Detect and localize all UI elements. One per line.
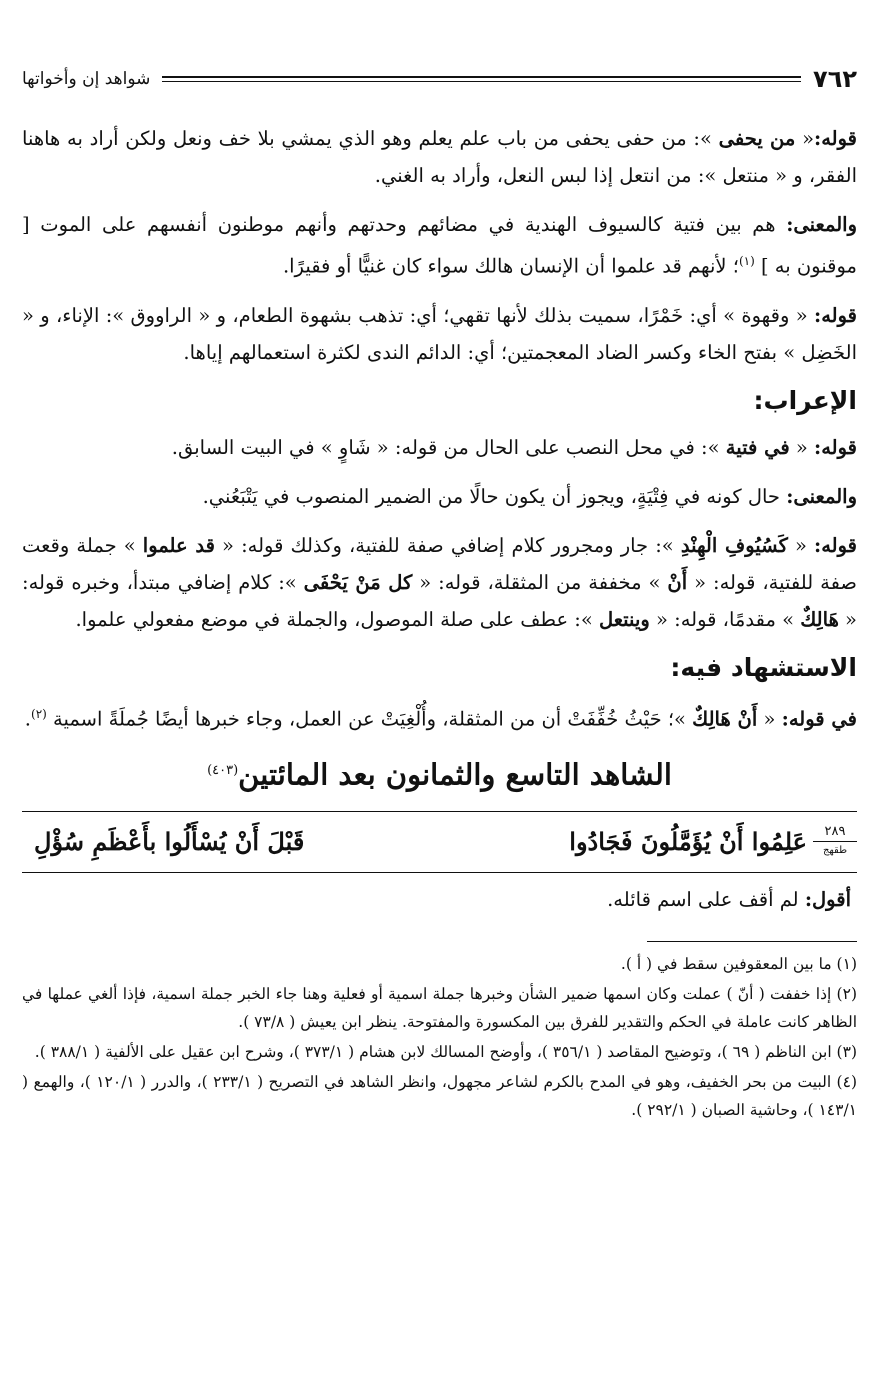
paragraph	[22, 696, 857, 738]
paragraph-text: »: كلام إضافي مبتدأ، وخبره قوله: «	[22, 570, 857, 631]
paragraph	[22, 527, 857, 638]
aqwal-key: أقول:	[804, 887, 851, 911]
irab-section	[22, 429, 857, 638]
quoted-term: وينتعل	[599, 607, 650, 631]
page-number: ٧٦٢	[813, 65, 857, 93]
verse-number-block	[813, 825, 857, 858]
istishhad-heading: الاستشهاد فيه:	[670, 652, 857, 682]
paragraph-text: » جملة وقعت صفة للفتية، قوله: «	[22, 533, 857, 594]
paragraph-text: .	[24, 707, 31, 730]
istishhad-section	[22, 696, 857, 738]
paragraph-key: قوله:	[814, 435, 857, 459]
second-hemistich: قَبْلَ أَنْ يُسْأَلُوا بأَعْظَمِ سُؤْلِ	[34, 827, 305, 857]
paragraph	[22, 429, 857, 466]
footnote: (٤) البيت من بحر الخفيف، وهو في المدح بالكرم لشاعر مجهول، وانظر الشاهد في التصريح ( ٢٣٣/١ )، والدرر ( ١٢٠/١ )، والهمع ( ١٤٣/١ )، وحاشية الصبان ( ٢٩٢/١ ).	[22, 1072, 857, 1119]
paragraph	[22, 297, 857, 371]
quoted-term: في فتية	[725, 435, 790, 459]
footnote-ref: (٢)	[31, 706, 47, 721]
paragraph-key: والمعنى:	[786, 484, 857, 508]
paragraph-text: ؛ لأنهم قد علموا أن الإنسان هالك سواء كان غنيًّا أو فقيرًا.	[282, 254, 739, 278]
paragraph	[22, 120, 857, 194]
paragraph-text: «	[787, 533, 815, 557]
paragraph	[22, 478, 857, 515]
paragraph-key: في قوله:	[781, 707, 857, 730]
footnote: (١) ما بين المعقوفين سقط في ( أ ).	[620, 954, 857, 973]
paragraph-text: «	[789, 435, 814, 459]
quoted-term: هَالِكٌ	[800, 607, 839, 631]
paragraph-text: » مخففة من المثقلة، قوله: «	[412, 570, 668, 594]
paragraph	[22, 206, 857, 285]
paragraph-key: والمعنى:	[786, 213, 857, 236]
running-head	[22, 62, 857, 96]
paragraph-text: » مقدمًا، قوله: «	[649, 607, 801, 631]
footnote: (٣) ابن الناظم ( ٦٩ )، وتوضيح المقاصد ( ٣٥٦/١ )، وأوضح المسالك لابن هشام ( ٣٧٣/١ )، وشرح ابن عقيل على الألفية ( ٣٨٨/١ ).	[34, 1042, 857, 1061]
footnote-ref: (١)	[738, 254, 755, 268]
quoted-term: كل مَنْ يَحْفَى	[303, 570, 413, 594]
quoted-term: من يحفى	[718, 127, 796, 150]
quoted-term: كَسُيُوفِ الْهِنْدِ	[680, 533, 788, 557]
verse-meter-code: طقهج	[822, 845, 848, 857]
irab-heading: الإعراب:	[753, 385, 857, 415]
page-body	[22, 120, 857, 1126]
paragraph-key: قوله:	[814, 303, 857, 327]
paragraph-text: « وقهوة » أي: خَمْرًا، سميت بذلك لأنها تقهي؛ أي: تذهب بشهوة الطعام، و « الراووق »: الإناء، و « الخَضِل » بفتح الخاء وكسر الضاد المعجمتين؛ أي: الدائم الندى لكثرة استعمالهم إياها.	[22, 303, 857, 364]
paragraph-text: «	[757, 707, 782, 730]
aqwal-paragraph	[22, 885, 851, 915]
paragraph-key: قوله:	[814, 127, 857, 150]
footnote: (٢) إذا خففت ( أنّ ) عملت وكان اسمها ضمير الشأن وخبرها جملة اسمية أو فعلية وهنا جاء الخبر جملة اسمية، فإذا ألغي عملها في الظاهر كانت عاملة في الحكم والتقدير للفرق بين المكسورة والمفتوحة. ينظر ابن يعيش ( ٧٣/٨ ).	[22, 984, 857, 1031]
paragraph-text: »: جار ومجرور كلام إضافي صفة للفتية، وكذلك قوله: «	[214, 533, 681, 557]
quoted-term: أَنْ	[667, 570, 688, 594]
paragraph-text: حال كونه في فِتْيَةٍ، ويجوز أن يكون حالًا من الضمير المنصوب في يَتْبَعُني.	[202, 484, 787, 508]
paragraph-text: »؛ حَيْثُ خُفِّفَتْ أن من المثقلة، وأُلْغِيَتْ عن العمل، وجاء خبرها أيضًا جُملَةً اسمية	[46, 707, 693, 730]
aqwal-text: لم أقف على اسم قائله.	[607, 887, 805, 911]
header-rule	[162, 76, 801, 82]
first-hemistich: عَلِمُوا أَنْ يُؤَمَّلُونَ فَجَادُوا	[569, 827, 807, 857]
paragraph-text: »: من حفى يحفى من باب علم يعلم وهو الذي يمشي بلا خف ونعل ولكن أراد به هاهنا الفقر، و « منتعل »: من انتعل إذا لبس النعل، وأراد به الغني.	[22, 127, 857, 187]
paragraph-text: هم بين فتية كالسيوف الهندية في مضائهم وحدتهم وأنهم موطنون أنفسهم على الموت [ موقنون به ]	[22, 213, 857, 278]
commentary-section	[22, 120, 857, 371]
footnotes	[22, 950, 857, 1124]
paragraph-text: »: عطف على صلة الموصول، والجملة في موضع مفعولي علموا.	[75, 607, 599, 631]
paragraph-text: «	[795, 127, 814, 150]
quoted-term: أَنْ هَالِكٌ	[692, 707, 758, 730]
paragraph-text: »: في محل النصب على الحال من قوله: « شَاوٍ » في البيت السابق.	[171, 435, 726, 459]
verse-box	[22, 811, 857, 873]
verse-number: ٢٨٩	[813, 825, 857, 842]
paragraph-key: قوله:	[814, 533, 858, 557]
shahid-title	[22, 749, 857, 797]
footnote-divider	[647, 941, 857, 942]
quoted-term: قد علموا	[142, 533, 215, 557]
shahid-title-text: الشاهد التاسع والثمانون بعد المائتين	[238, 757, 672, 792]
shahid-footnote-ref: (٤٠٣)	[207, 763, 239, 778]
running-title: شواهد إن وأخواتها	[22, 69, 151, 89]
